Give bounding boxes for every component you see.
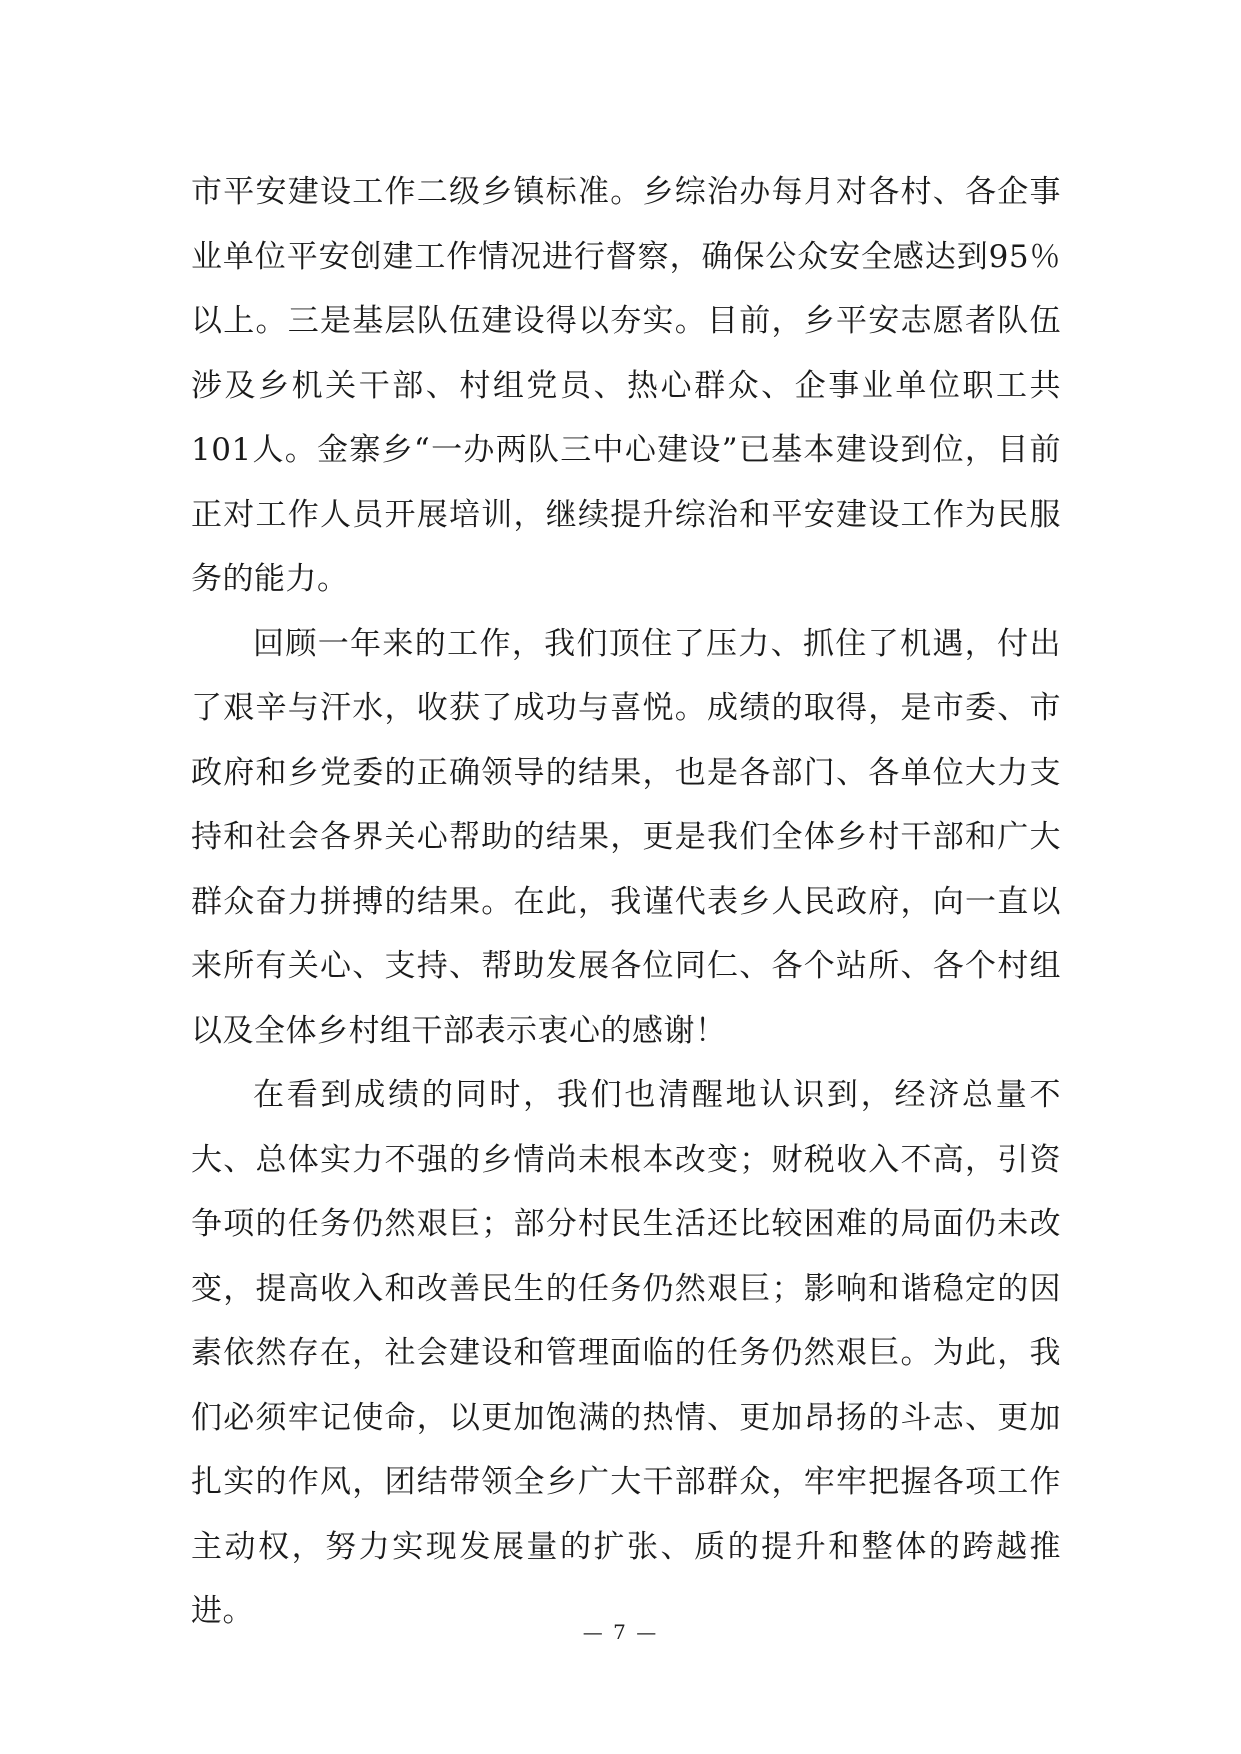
body-text (191, 160, 1061, 1644)
paragraph-continuation: 市平安建设工作二级乡镇标准。乡综治办每月对各村、各企事业单位平安创建工作情况进行督察，确保公众安全感达到95％以上。三是基层队伍建设得以夯实。目前，乡平安志愿者队伍涉及乡机关干部、村组党员、热心群众、企事业单位职工共101人。金寨乡“一办两队三中心建设”已基本建设到位，目前正对工作人员开展培训，继续提升综治和平安建设工作为民服务的能力。 (191, 174, 1061, 597)
page-number: — 7 — (582, 1620, 659, 1644)
paragraph-review: 回顾一年来的工作，我们顶住了压力、抓住了机遇，付出了艰辛与汗水，收获了成功与喜悦。成绩的取得，是市委、市政府和乡党委的正确领导的结果，也是各部门、各单位大力支持和社会各界关心帮助的结果，更是我们全体乡村干部和广大群众奋力拼搏的结果。在此，我谨代表乡人民政府，向一直以来所有关心、支持、帮助发展各位同仁、各个站所、各个村组以及全体乡村组干部表示衷心的感谢！ (191, 625, 1061, 1049)
paragraph-challenges: 在看到成绩的同时，我们也清醒地认识到，经济总量不大、总体实力不强的乡情尚未根本改变；财税收入不高，引资争项的任务仍然艰巨；部分村民生活还比较困难的局面仍未改变，提高收入和改善民生的任务仍然艰巨；影响和谐稳定的因素依然存在，社会建设和管理面临的任务仍然艰巨。为此，我们必须牢记使命，以更加饱满的热情、更加昂扬的斗志、更加扎实的作风，团结带领全乡广大干部群众，牢牢把握各项工作主动权，努力实现发展量的扩张、质的提升和整体的跨越推进。 (191, 1077, 1061, 1629)
